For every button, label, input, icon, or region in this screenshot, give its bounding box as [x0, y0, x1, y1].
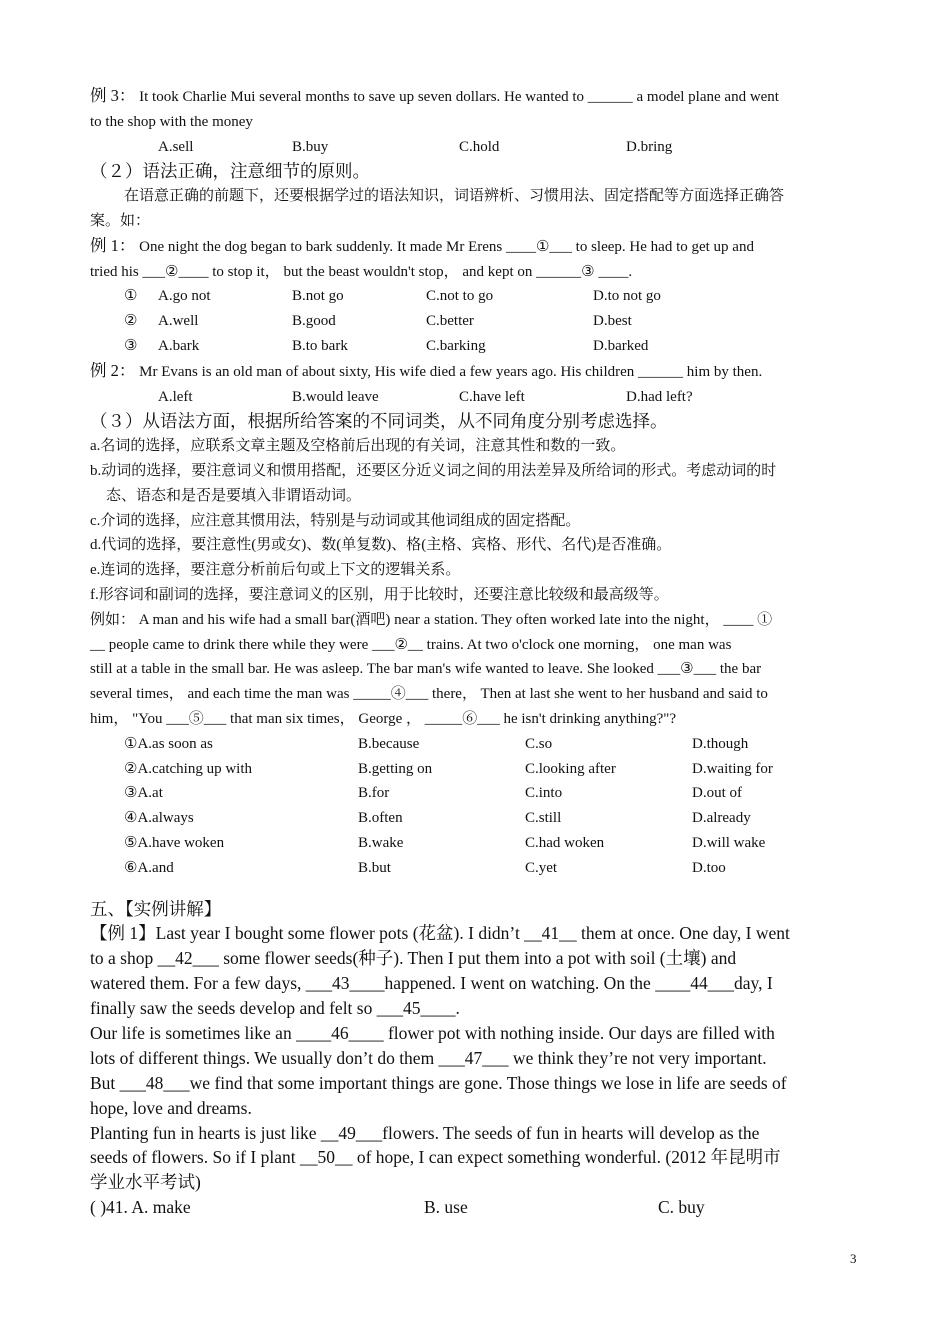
ex1-row1-num: ①	[124, 288, 138, 305]
ex1-row2-c: C.better	[426, 313, 474, 330]
example-row4-c: C.still	[525, 810, 562, 827]
example-option-row-2	[90, 757, 868, 782]
section3-heading: （３）从语法方面，根据所给答案的不同词类，从不同角度分别考虑选择。	[90, 411, 668, 432]
ex1-row3-num: ③	[124, 337, 138, 354]
ex1-text1: One night the dog began to bark suddenly. It made Mr Erens ____①___ to sleep. He had to get up and	[139, 238, 754, 255]
example-line-1: 例如： A man and his wife had a small bar(酒吧) near a station. They often worked late into the night， ____ ①	[90, 611, 773, 628]
example-line-4: several times， and each time the man was _____④___ there， Then at last she went to her husband and said to	[90, 686, 768, 703]
example-row6-a: ⑥A.and	[124, 859, 174, 876]
q41-options	[90, 1195, 868, 1220]
example-row3-c: C.into	[525, 785, 563, 802]
ex3-line2: to the shop with the money	[90, 113, 253, 130]
section3-item-b-cont: 态、语态和是否是要填入非谓语动词。	[106, 487, 362, 504]
ex3-line1: 例 3： It took Charlie Mui several months to save up seven dollars. He wanted to ______ a model plane and went	[90, 86, 779, 105]
ex1-row2-b: B.good	[292, 313, 336, 330]
ex1-row1-b: B.not go	[292, 288, 344, 305]
ex1-row2-d: D.best	[593, 313, 632, 330]
example-row6-c: C.yet	[525, 859, 558, 876]
passage-line-9: Planting fun in hearts is just like __49___flowers. The seeds of fun in hearts will develop as the	[90, 1122, 760, 1143]
section2-heading: （２）语法正确，注意细节的原则。	[90, 161, 370, 182]
passage-line-6: lots of different things. We usually don’t do them ___47___ we think they’re not very important.	[90, 1047, 767, 1068]
section3-item-e: e.连词的选择，要注意分析前后句或上下文的逻辑关系。	[90, 562, 461, 579]
ex3-options	[90, 135, 868, 160]
section5-heading: 五、【实例讲解】	[90, 898, 222, 919]
q41-option-b: B. use	[424, 1197, 468, 1218]
section2-intro1: 在语意正确的前题下，还要根据学过的语法知识，词语辨析、习惯用法、固定搭配等方面选择正确答	[124, 188, 785, 205]
example-row3-d: D.out of	[692, 785, 742, 802]
q41-option-a: ( )41. A. make	[90, 1197, 191, 1218]
example-row5-b: B.wake	[358, 834, 404, 851]
example-row2-c: C.looking after	[525, 760, 616, 777]
ex1-option-row-3	[90, 334, 868, 359]
ex2-option-a: A.left	[158, 388, 193, 405]
section3-item-a: a.名词的选择，应联系文章主题及空格前后出现的有关词，注意其性和数的一致。	[90, 438, 626, 455]
ex2-options	[90, 385, 868, 410]
ex1-row2-a: A.well	[158, 313, 199, 330]
section3-item-f: f.形容词和副词的选择，要注意词义的区别，用于比较时，还要注意比较级和最高级等。	[90, 586, 669, 603]
example-row4-b: B.often	[358, 810, 403, 827]
ex1-line2: tried his ___②____ to stop it， but the beast wouldn't stop， and kept on ______③ ____.	[90, 263, 633, 280]
ex3-option-a: A.sell	[158, 138, 194, 155]
ex2-option-b: B.would leave	[292, 388, 379, 405]
example-line-5: him， "You ___⑤___ that man six times， George ， _____⑥___ he isn't drinking anything?"?	[90, 710, 677, 727]
passage-line-7: But ___48___we find that some important things are gone. Those things we lose in life are seeds of	[90, 1072, 787, 1093]
example-option-row-4	[90, 806, 868, 831]
ex2-text1: Mr Evans is an old man of about sixty, His wife died a few years ago. His children ______ him by then.	[139, 363, 763, 380]
ex1-line1: 例 1： One night the dog began to bark suddenly. It made Mr Erens ____①___ to sleep. He had to get up and	[90, 235, 754, 255]
ex1-row3-a: A.bark	[158, 337, 200, 354]
example-row5-c: C.had woken	[525, 834, 605, 851]
ex3-option-d: D.bring	[626, 138, 673, 155]
example-option-row-1	[90, 732, 868, 757]
ex1-row3-b: B.to bark	[292, 337, 348, 354]
section3-item-d: d.代词的选择，要注意性(男或女)、数(单复数)、格(主格、宾格、形代、名代)是否准确。	[90, 537, 672, 554]
example-row2-d: D.waiting for	[692, 760, 773, 777]
ex1-option-row-1	[90, 284, 868, 309]
example-row1-c: C.so	[525, 735, 553, 752]
passage-line-1: 【例 1】Last year I bought some flower pots (花盆). I didn’t __41__ them at once. One day, I went	[90, 923, 790, 944]
example-row2-b: B.getting on	[358, 760, 433, 777]
example-option-row-5	[90, 831, 868, 856]
page-number: 3	[850, 1251, 857, 1266]
example-row5-d: D.will wake	[692, 834, 766, 851]
document-page	[90, 84, 868, 1220]
ex1-row1-c: C.not to go	[426, 288, 494, 305]
example-row1-b: B.because	[358, 735, 420, 752]
ex1-row3-c: C.barking	[426, 337, 486, 354]
section2-intro2: 案。如：	[90, 212, 151, 229]
example-row3-a: ③A.at	[124, 785, 163, 802]
ex2-line1: 例 2： Mr Evans is an old man of about sixty, His wife died a few years ago. His children ______ him by then.	[90, 360, 763, 380]
ex2-option-c: C.have left	[459, 388, 525, 405]
ex1-option-row-2	[90, 309, 868, 334]
ex3-option-b: B.buy	[292, 138, 329, 155]
example-row5-a: ⑤A.have woken	[124, 834, 225, 851]
ex1-label: 例 1	[90, 235, 119, 255]
example-row2-a: ②A.catching up with	[124, 760, 253, 777]
passage-line-11: 学业水平考试)	[90, 1172, 201, 1193]
ex1-row1-d: D.to not go	[593, 288, 661, 305]
passage-line-3: watered them. For a few days, ___43____happened. I went on watching. On the ____44___day, I	[90, 973, 773, 994]
ex2-option-d: D.had left?	[626, 388, 693, 405]
ex1-row1-a: A.go not	[158, 288, 211, 305]
passage-line-10: seeds of flowers. So if I plant __50__ of hope, I can expect something wonderful. (2012 年昆明市	[90, 1147, 781, 1168]
example-row4-a: ④A.always	[124, 810, 194, 827]
section5-passage	[90, 921, 868, 1195]
example-row1-d: D.though	[692, 735, 749, 752]
example-row6-b: B.but	[358, 859, 391, 876]
passage-line-5: Our life is sometimes like an ____46____ flower pot with nothing inside. Our days are filled with	[90, 1022, 775, 1043]
passage-line-2: to a shop __42___ some flower seeds(种子). Then I put them into a pot with soil (土壤) and	[90, 948, 737, 969]
example-option-row-3	[90, 781, 868, 806]
section3-item-c: c.介词的选择，应注意其惯用法，特别是与动词或其他词组成的固定搭配。	[90, 512, 581, 529]
example-line-2: __ people came to drink there while they were ___②__ trains. At two o'clock one morning， one man was	[90, 636, 732, 653]
example-row1-a: ①A.as soon as	[124, 735, 213, 752]
example-row6-d: D.too	[692, 859, 726, 876]
q41-option-c: C. buy	[658, 1197, 705, 1218]
example-option-row-6	[90, 856, 868, 881]
ex1-row2-num: ②	[124, 313, 138, 330]
example-row3-b: B.for	[358, 785, 390, 802]
ex3-label: 例 3	[90, 86, 119, 105]
passage-line-8: hope, love and dreams.	[90, 1097, 252, 1118]
ex1-row3-d: D.barked	[593, 337, 649, 354]
example-row4-d: D.already	[692, 810, 751, 827]
section3-item-b: b.动词的选择，要注意词义和惯用搭配，还要区分近义词之间的用法差异及所给词的形式。考虑动词的时	[90, 462, 777, 479]
ex3-option-c: C.hold	[459, 138, 500, 155]
ex2-label: 例 2	[90, 360, 119, 380]
passage-line-4: finally saw the seeds develop and felt so ___45____.	[90, 998, 460, 1019]
example-line-3: still at a table in the small bar. He was asleep. The bar man's wife wanted to leave. She looked ___③___ the bar	[90, 661, 762, 678]
ex3-text1: It took Charlie Mui several months to save up seven dollars. He wanted to ______ a model plane and went	[139, 89, 779, 105]
